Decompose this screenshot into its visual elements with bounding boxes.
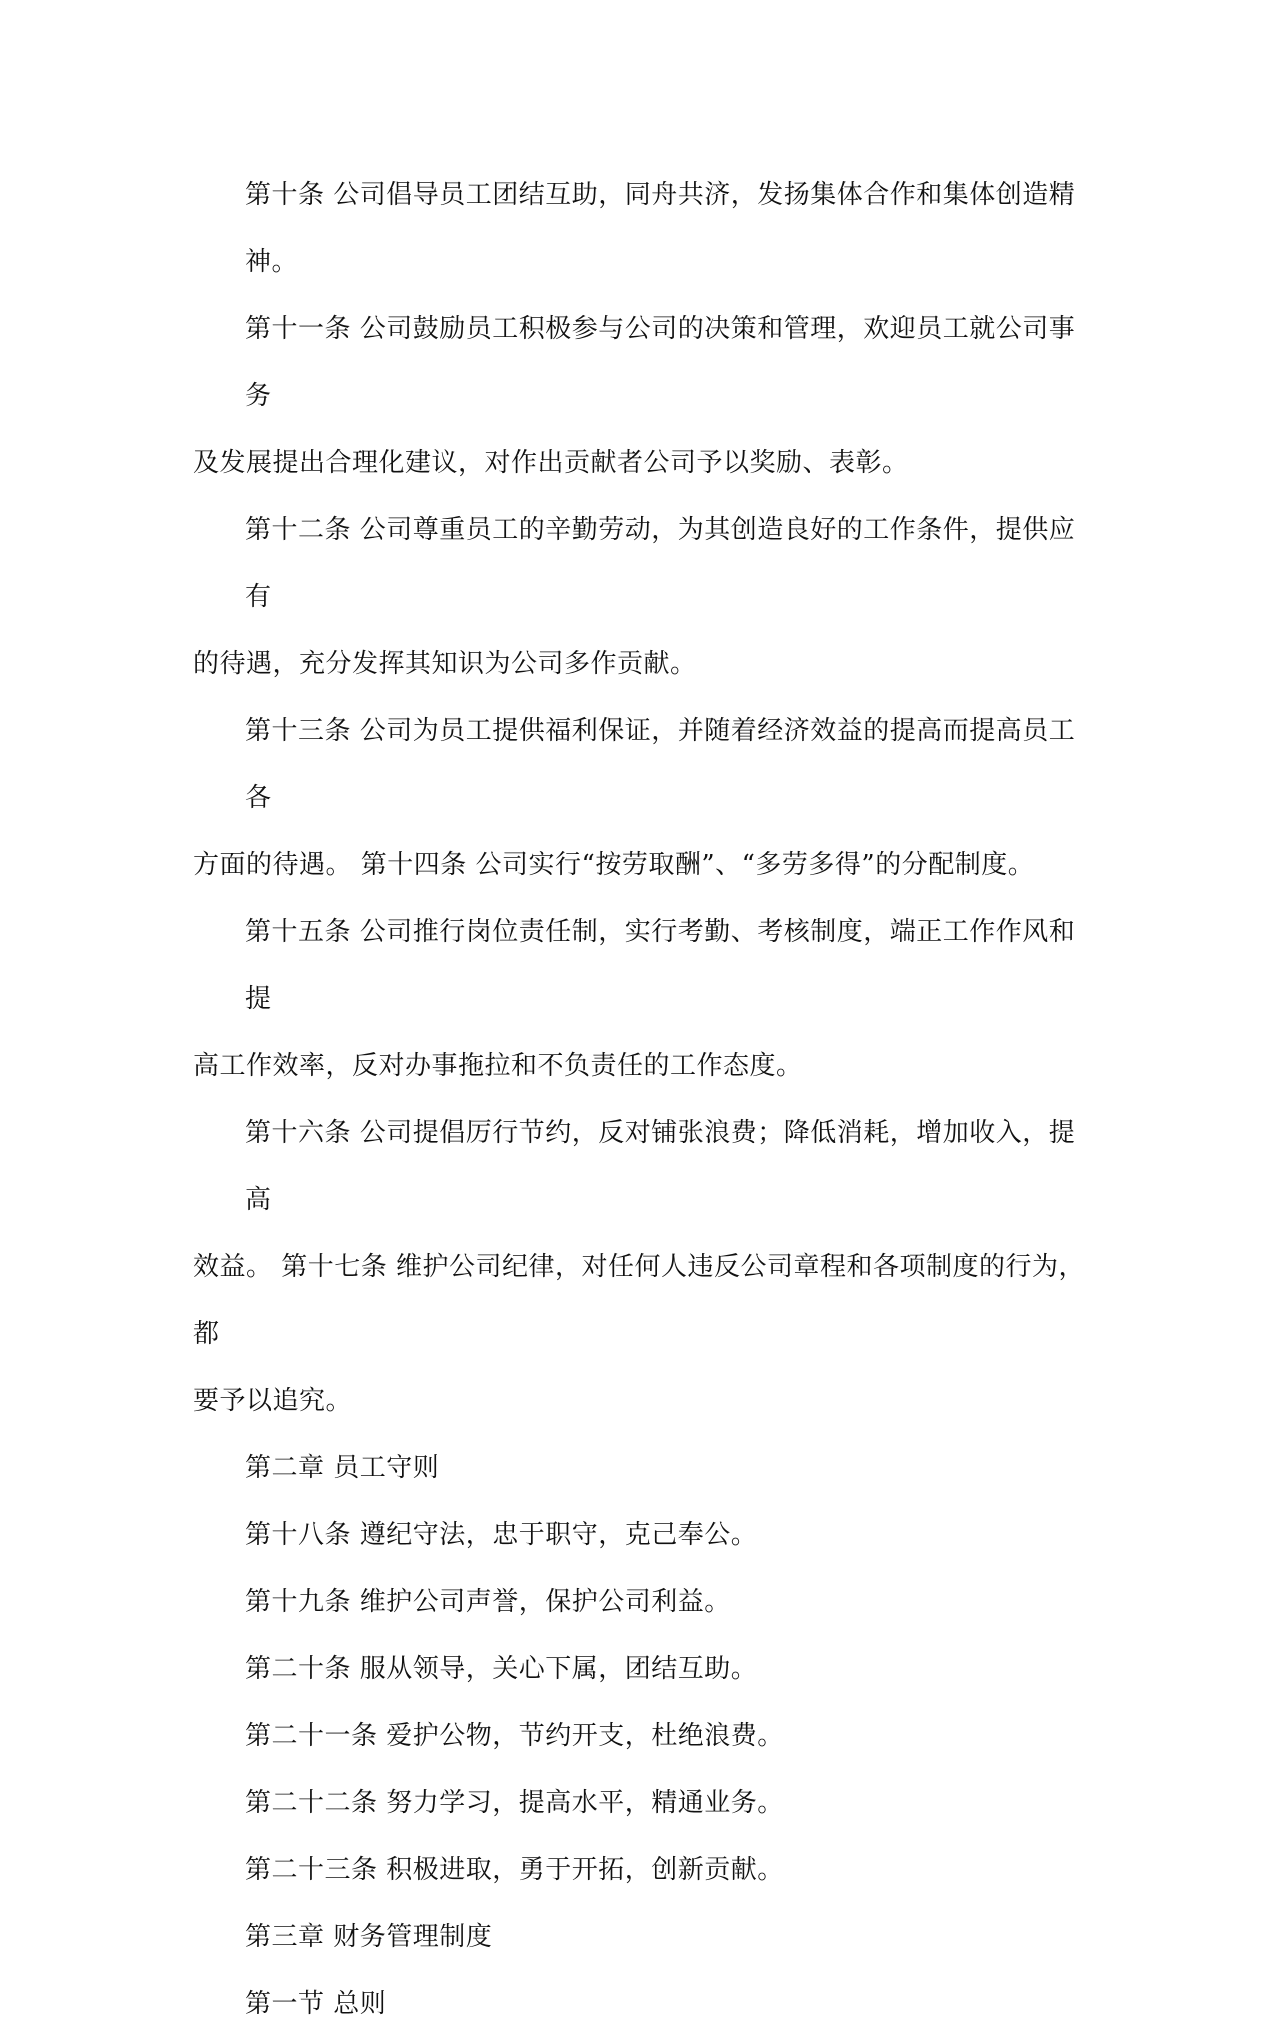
- chapter-3-heading: 第三章 财务管理制度: [245, 1922, 493, 1952]
- article-10-line-1: 第十条 公司倡导员工团结互助，同舟共济，发扬集体合作和集体创造精神。: [245, 180, 1076, 277]
- article-21: 第二十一条 爱护公物，节约开支，杜绝浪费。: [245, 1721, 784, 1751]
- section-1-heading: 第一节 总则: [245, 1989, 387, 2019]
- article-11-line-2: 及发展提出合理化建议，对作出贡献者公司予以奖励、表彰。: [193, 448, 909, 478]
- article-17-line-3: 要予以追究。: [193, 1386, 353, 1416]
- article-22: 第二十二条 努力学习，提高水平，精通业务。: [245, 1788, 784, 1818]
- article-11-line-1: 第十一条 公司鼓励员工积极参与公司的决策和管理，欢迎员工就公司事务: [245, 314, 1076, 411]
- article-16-17-line-2: 效益。 第十七条 维护公司纪律，对任何人违反公司章程和各项制度的行为，都: [193, 1252, 1086, 1349]
- article-13-14-line-2: 方面的待遇。 第十四条 公司实行“按劳取酬”、“多劳多得”的分配制度。: [193, 850, 1035, 880]
- article-20: 第二十条 服从领导，关心下属，团结互助。: [245, 1654, 758, 1684]
- article-12-line-2: 的待遇，充分发挥其知识为公司多作贡献。: [193, 649, 697, 679]
- article-12-line-1: 第十二条 公司尊重员工的辛勤劳动，为其创造良好的工作条件，提供应有: [245, 515, 1076, 612]
- article-23: 第二十三条 积极进取，勇于开拓，创新贡献。: [245, 1855, 784, 1885]
- article-18: 第十八条 遵纪守法，忠于职守，克己奉公。: [245, 1520, 758, 1550]
- article-13-line-1: 第十三条 公司为员工提供福利保证，并随着经济效益的提高而提高员工各: [245, 716, 1076, 813]
- document-body: [193, 162, 1093, 2038]
- chapter-2-heading: 第二章 员工守则: [245, 1453, 440, 1483]
- article-15-line-2: 高工作效率，反对办事拖拉和不负责任的工作态度。: [193, 1051, 803, 1081]
- article-19: 第十九条 维护公司声誉，保护公司利益。: [245, 1587, 731, 1617]
- article-15-line-1: 第十五条 公司推行岗位责任制，实行考勤、考核制度，端正工作作风和提: [245, 917, 1076, 1014]
- article-16-line-1: 第十六条 公司提倡厉行节约，反对铺张浪费；降低消耗，增加收入，提高: [245, 1118, 1076, 1215]
